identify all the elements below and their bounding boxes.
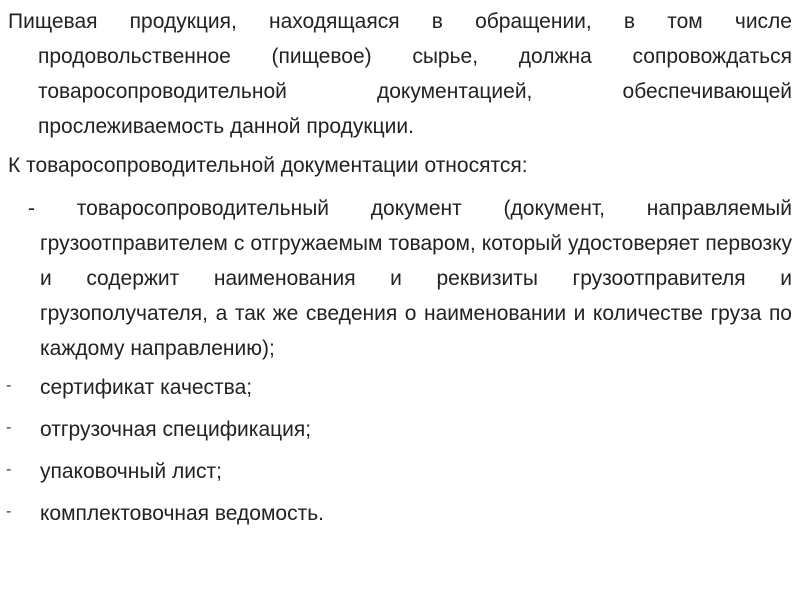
bullet-dash-icon: - bbox=[6, 419, 12, 436]
list-item-label: сертификат качества; bbox=[40, 376, 253, 399]
list-item-label: отгрузочная спецификация; bbox=[40, 418, 312, 441]
intro-paragraph: Пищевая продукция, находящаяся в обращении, в том числе продовольственное (пищевое) сырье, должна сопровождаться товаросопроводительной документацией, обеспечивающей прослеживаемость данной продукции. bbox=[8, 10, 792, 138]
bullet-dash-icon: - bbox=[6, 461, 12, 478]
list-item bbox=[0, 412, 800, 454]
document-list bbox=[0, 370, 800, 538]
transport-document-paragraph: - товаросопроводительный документ (документ, направляемый грузоотправителем с отгружаемым товаром, который удостоверяет первозку и содержит наименования и реквизиты грузоотправителя и грузополучателя, а так же сведения о наименовании и количестве груза по каждому направлению); bbox=[28, 197, 792, 360]
list-item bbox=[0, 454, 800, 496]
list-item bbox=[0, 496, 800, 538]
bullet-dash-icon: - bbox=[6, 503, 12, 520]
list-item-label: упаковочный лист; bbox=[40, 460, 222, 483]
list-item bbox=[0, 370, 800, 412]
bullet-dash-icon: - bbox=[6, 377, 12, 394]
list-item-label: комплектовочная ведомость. bbox=[40, 502, 324, 525]
docs-heading: К товаросопроводительной документации относятся: bbox=[8, 154, 528, 177]
